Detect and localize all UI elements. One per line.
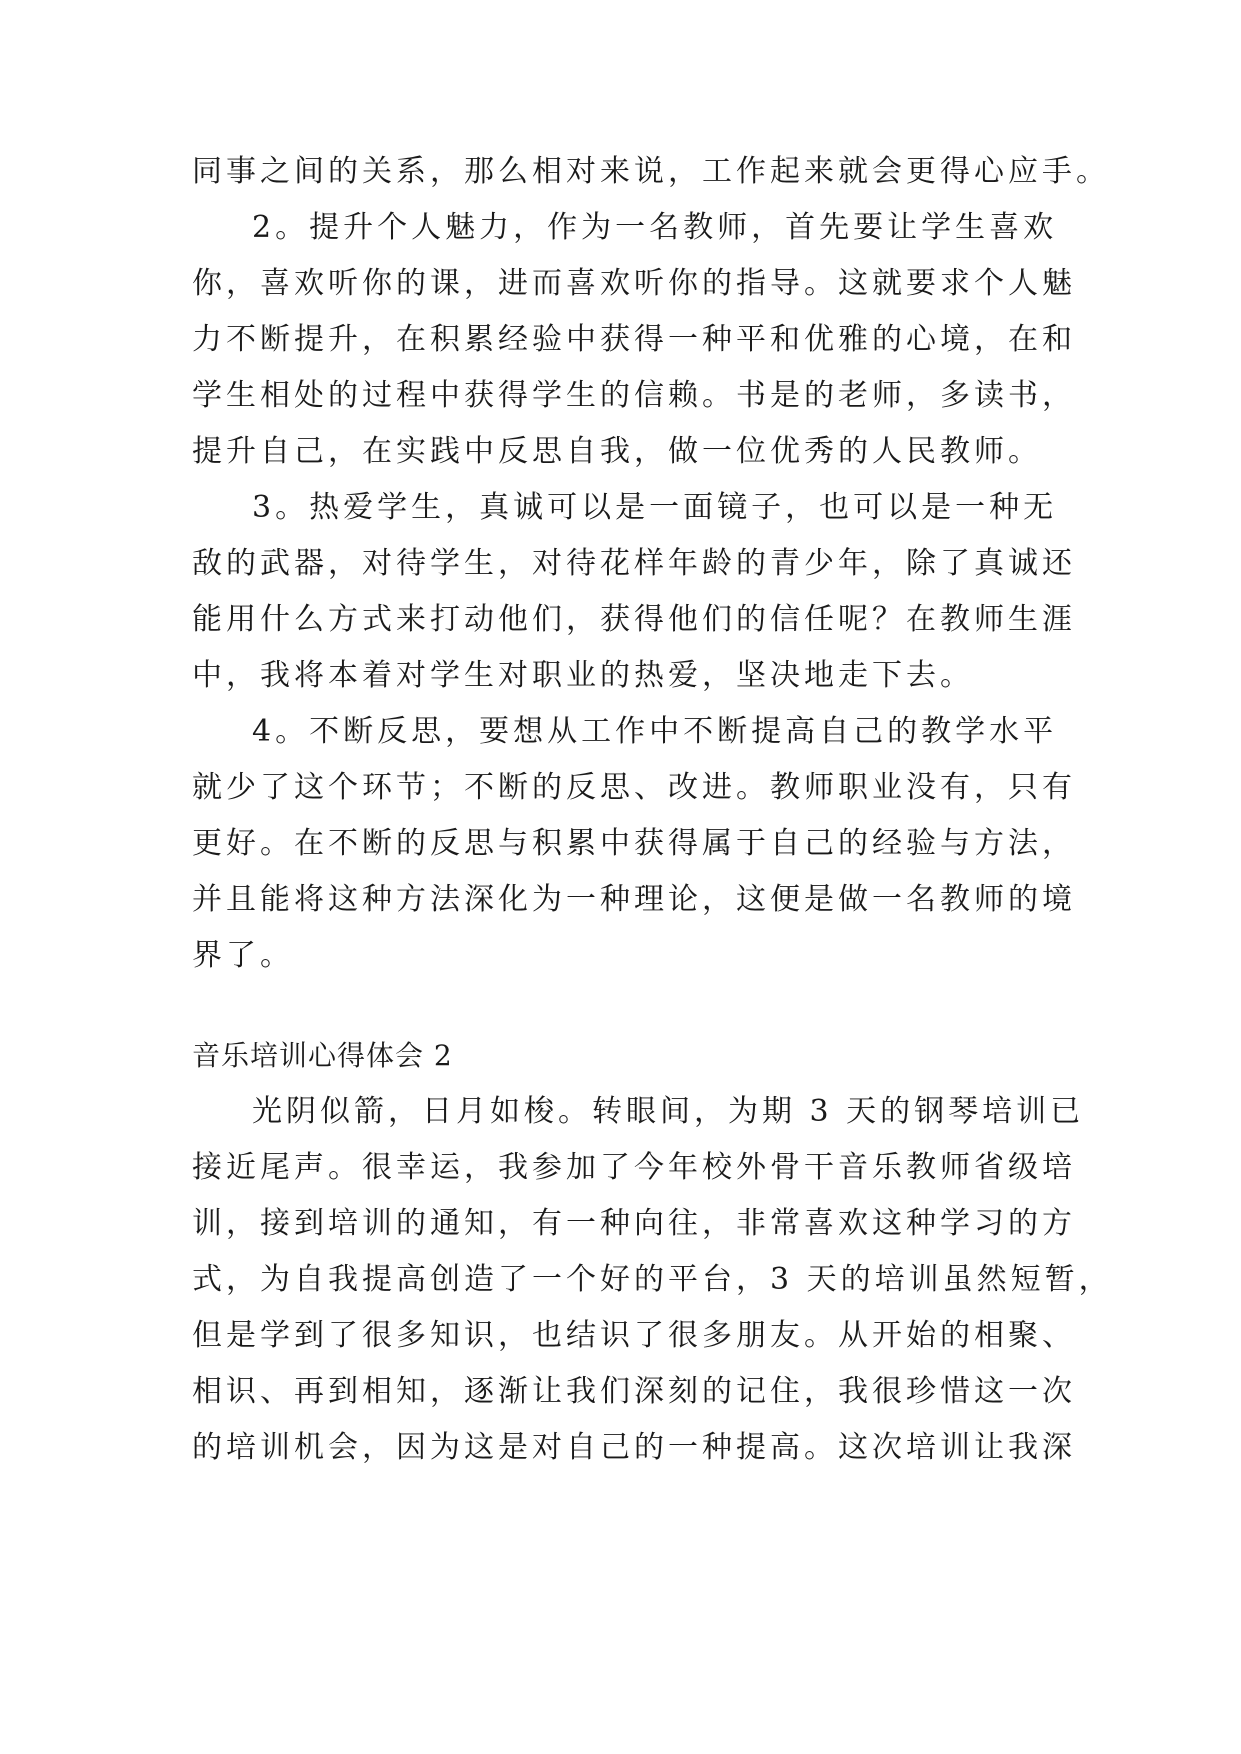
text-line: 式，为自我提高创造了一个好的平台，3 天的培训虽然短暂， bbox=[192, 1262, 1113, 1297]
paragraph-start-line: 光阴似箭，日月如梭。转眼间，为期 3 天的钢琴培训已 bbox=[252, 1094, 1085, 1129]
paragraph-start-line: 4。不断反思，要想从工作中不断提高自己的教学水平 bbox=[252, 714, 1058, 749]
text-line: 学生相处的过程中获得学生的信赖。书是的老师，多读书， bbox=[192, 378, 1076, 413]
text-line: 更好。在不断的反思与积累中获得属于自己的经验与方法， bbox=[192, 826, 1076, 861]
text-line: 敌的武器，对待学生，对待花样年龄的青少年，除了真诚还 bbox=[192, 546, 1076, 581]
text-line: 训，接到培训的通知，有一种向往，非常喜欢这种学习的方 bbox=[192, 1206, 1076, 1241]
text-line: 但是学到了很多知识，也结识了很多朋友。从开始的相聚、 bbox=[192, 1318, 1076, 1353]
text-line: 能用什么方式来打动他们，获得他们的信任呢？在教师生涯 bbox=[192, 602, 1076, 637]
text-line: 你，喜欢听你的课，进而喜欢听你的指导。这就要求个人魅 bbox=[192, 266, 1076, 301]
paragraph-start-line: 3。热爱学生，真诚可以是一面镜子，也可以是一种无 bbox=[252, 490, 1058, 525]
text-line: 中，我将本着对学生对职业的热爱，坚决地走下去。 bbox=[192, 658, 974, 693]
text-line: 界了。 bbox=[192, 938, 294, 973]
text-line: 的培训机会，因为这是对自己的一种提高。这次培训让我深 bbox=[192, 1430, 1076, 1465]
text-line: 力不断提升，在积累经验中获得一种平和优雅的心境，在和 bbox=[192, 322, 1076, 357]
text-line: 并且能将这种方法深化为一种理论，这便是做一名教师的境 bbox=[192, 882, 1076, 917]
text-line: 接近尾声。很幸运，我参加了今年校外骨干音乐教师省级培 bbox=[192, 1150, 1076, 1185]
section-heading: 音乐培训心得体会 2 bbox=[192, 1039, 453, 1072]
paragraph-start-line: 2。提升个人魅力，作为一名教师，首先要让学生喜欢 bbox=[252, 210, 1058, 245]
text-line: 同事之间的关系，那么相对来说，工作起来就会更得心应手。 bbox=[192, 154, 1110, 189]
text-line: 相识、再到相知，逐渐让我们深刻的记住，我很珍惜这一次 bbox=[192, 1374, 1076, 1409]
text-line: 提升自己，在实践中反思自我，做一位优秀的人民教师。 bbox=[192, 434, 1042, 469]
text-line: 就少了这个环节；不断的反思、改进。教师职业没有，只有 bbox=[192, 770, 1076, 805]
